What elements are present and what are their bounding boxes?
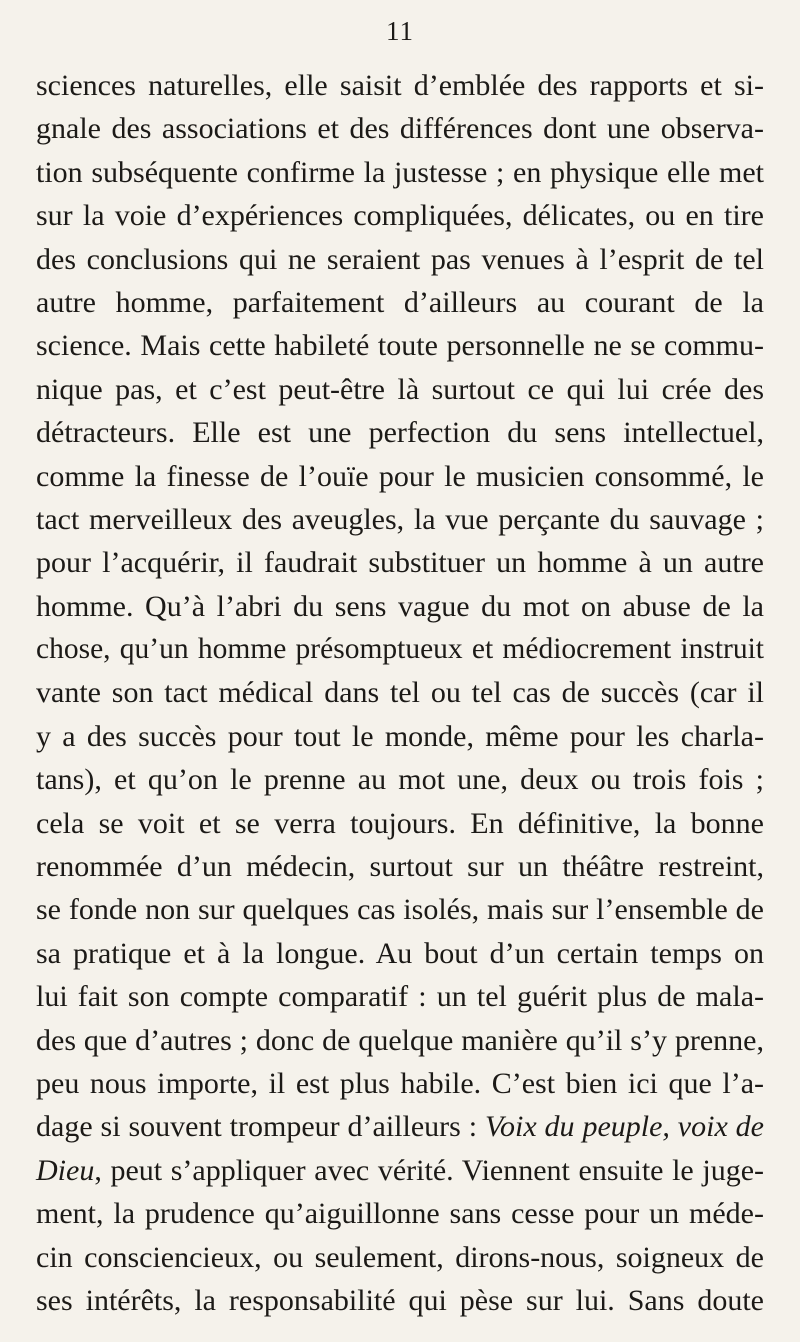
text-line [36, 975, 764, 1018]
text-segment: peu nous importe, il est plus habile. C’est bien ici que l’a- [36, 1066, 764, 1100]
text-segment: tans), et qu’on le prenne au mot une, deux ou trois fois ; [36, 763, 764, 797]
text-segment: ses intérêts, la responsabilité qui pèse sur lui. Sans doute [36, 1283, 764, 1317]
text-segment: tion subséquente confirme la justesse ; en physique elle met [36, 155, 764, 189]
text-line [36, 671, 764, 714]
text-line [36, 628, 764, 671]
text-segment: dage si souvent trompeur d’ailleurs : [36, 1110, 485, 1144]
text-segment: sur la voie d’expériences compliquées, délicates, ou en tire [36, 199, 764, 233]
text-line [36, 888, 764, 931]
text-segment: nique pas, et c’est peut-être là surtout ce qui lui crée des [36, 372, 764, 406]
text-line [36, 845, 764, 888]
text-segment: autre homme, parfaitement d’ailleurs au courant de la [36, 285, 764, 319]
italic-segment: Voix du peuple, voix de [484, 1110, 764, 1144]
body-text [36, 64, 764, 1322]
text-segment: sa pratique et à la longue. Au bout d’un certain temps on [36, 936, 764, 970]
text-line [36, 238, 764, 281]
text-line [36, 64, 764, 107]
text-line [36, 194, 764, 237]
text-segment: , peut s’appliquer avec vérité. Viennent ensuite le juge- [94, 1153, 764, 1187]
text-line [36, 368, 764, 411]
text-segment: des que d’autres ; donc de quelque manière qu’il s’y prenne, [36, 1023, 764, 1057]
text-line [36, 1149, 764, 1192]
text-segment: pour l’acquérir, il faudrait substituer un homme à un autre [36, 546, 764, 580]
text-line [36, 715, 764, 758]
text-segment: ment, la prudence qu’aiguillonne sans cesse pour un méde- [36, 1197, 764, 1231]
text-segment: comme la finesse de l’ouïe pour le musicien consommé, le [36, 459, 764, 493]
text-segment: tact merveilleux des aveugles, la vue perçante du sauvage ; [36, 502, 764, 536]
text-segment: gnale des associations et des différences dont une observa- [36, 112, 764, 146]
text-segment: vante son tact médical dans tel ou tel cas de succès (car il [36, 676, 764, 710]
text-line [36, 324, 764, 367]
page-number: 11 [386, 16, 414, 46]
text-segment: chose, qu’un homme présomptueux et médiocrement instruit [36, 633, 764, 666]
text-line [36, 1236, 764, 1279]
text-segment: y a des succès pour tout le monde, même pour les charla- [36, 719, 764, 753]
text-line [36, 107, 764, 150]
text-line [36, 758, 764, 801]
text-line [36, 498, 764, 541]
text-line [36, 541, 764, 584]
text-line [36, 1062, 764, 1105]
text-segment: sciences naturelles, elle saisit d’emblée des rapports et si- [36, 69, 764, 102]
text-segment: se fonde non sur quelques cas isolés, mais sur l’ensemble de [36, 893, 764, 927]
italic-segment: Dieu [36, 1153, 95, 1187]
text-line [36, 1105, 764, 1148]
text-line [36, 932, 764, 975]
text-line [36, 281, 764, 324]
text-line [36, 802, 764, 845]
text-segment: détracteurs. Elle est une perfection du sens intellectuel, [36, 416, 764, 450]
text-segment: des conclusions qui ne seraient pas venues à l’esprit de tel [36, 242, 764, 276]
text-line [36, 455, 764, 498]
text-line [36, 1279, 764, 1322]
text-line [36, 1192, 764, 1235]
text-line [36, 151, 764, 194]
text-segment: cin consciencieux, ou seulement, dirons-nous, soigneux de [36, 1240, 764, 1274]
text-segment: cela se voit et se verra toujours. En définitive, la bonne [36, 806, 764, 840]
text-line [36, 411, 764, 454]
text-segment: lui fait son compte comparatif : un tel guérit plus de mala- [36, 980, 764, 1014]
text-segment: homme. Qu’à l’abri du sens vague du mot on abuse de la [36, 589, 764, 623]
text-segment: renommée d’un médecin, surtout sur un théâtre restreint, [36, 850, 764, 884]
text-segment: science. Mais cette habileté toute personnelle ne se commu- [36, 329, 764, 363]
text-line [36, 1019, 764, 1062]
text-line [36, 585, 764, 628]
